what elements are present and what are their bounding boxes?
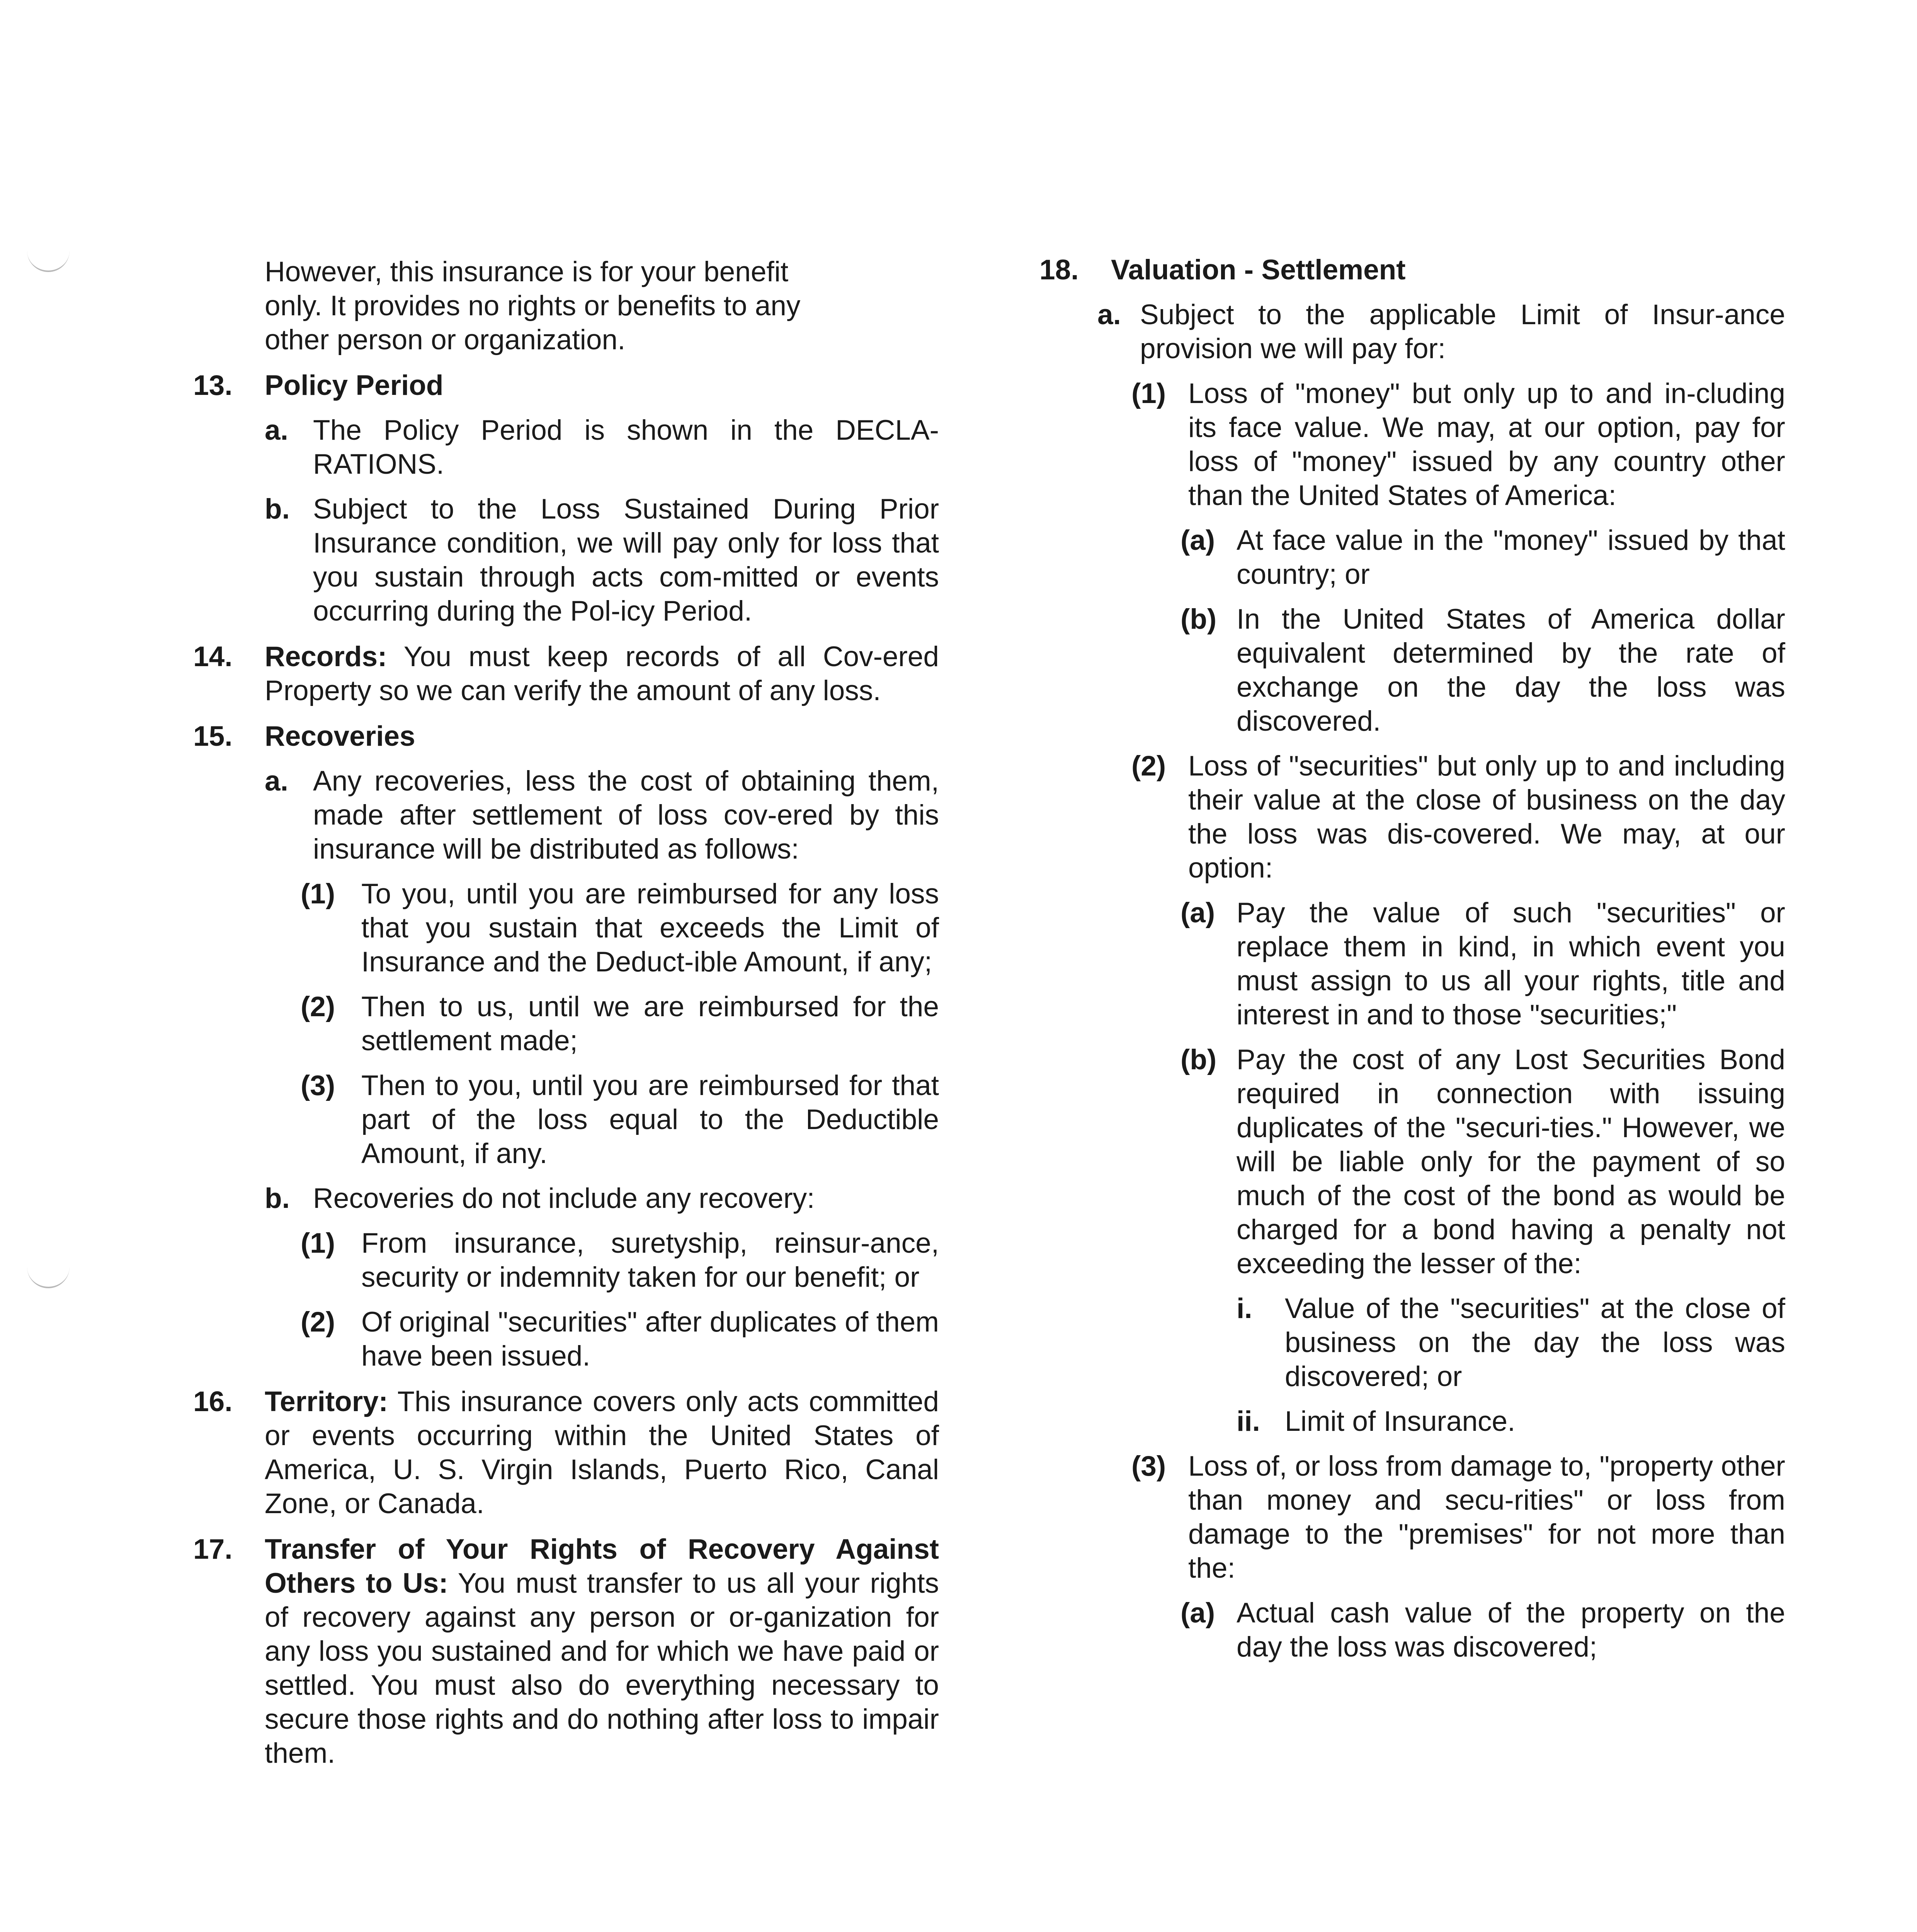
- item-number: (a): [1180, 1597, 1215, 1629]
- item-text: Then to us, until we are reimbursed for the settlement made;: [361, 991, 939, 1056]
- intro-paragraph: [193, 255, 939, 357]
- section-15: [193, 719, 939, 753]
- left-column: [193, 255, 939, 1770]
- section-number: 14.: [193, 641, 233, 672]
- item-text: Of original "securities" after duplicates of them have been issued.: [361, 1306, 939, 1372]
- intro-line: only. It provides no rights or benefits to any: [265, 290, 801, 321]
- section-15-b-1: [193, 1226, 939, 1294]
- item-text: Subject to the Loss Sustained During Prior Insurance condition, we will pay only for loss that you sustain through acts com-mitted or events occurring during the Pol-icy Period.: [313, 493, 939, 627]
- section-title: Territory:: [265, 1386, 388, 1417]
- section-15-a-3: [193, 1069, 939, 1171]
- item-number: (2): [301, 991, 335, 1022]
- section-text: You must transfer to us all your rights of recovery against any person or or-ganization for any loss you sustained and for which we have paid or settled. You must also do everything necessary to secure those rights and do nothing after loss to impair them.: [265, 1568, 939, 1769]
- intro-line: However, this insurance is for your benefit: [265, 256, 789, 287]
- section-18-a-1-b: [1039, 602, 1785, 738]
- item-number: (2): [301, 1306, 335, 1338]
- item-text: Pay the value of such "securities" or replace them in kind, in which event you must assign to us all your rights, title and interest in and to those "securities;": [1237, 897, 1785, 1031]
- item-text: Loss of "securities" but only up to and including their value at the close of business on the day the loss was dis-covered. We may, at our option:: [1188, 750, 1785, 884]
- section-16: [193, 1385, 939, 1521]
- section-text: You must keep records of all Cov-ered Property so we can verify the amount of any loss.: [265, 641, 939, 706]
- section-18-a-2-b-i: [1039, 1292, 1785, 1394]
- section-18-a-1-a: [1039, 524, 1785, 592]
- section-18-a-3: [1039, 1449, 1785, 1585]
- item-number: (a): [1180, 525, 1215, 556]
- section-title: Valuation - Settlement: [1111, 254, 1406, 286]
- section-number: 18.: [1039, 254, 1079, 286]
- item-number: i.: [1237, 1293, 1252, 1324]
- section-18-a-2-a: [1039, 896, 1785, 1032]
- section-15-a-2: [193, 990, 939, 1058]
- item-number: (3): [1131, 1451, 1166, 1482]
- item-number: (3): [301, 1070, 335, 1101]
- item-text: Subject to the applicable Limit of Insur-ance provision we will pay for:: [1140, 299, 1785, 364]
- section-15-a: [193, 764, 939, 866]
- item-text: Any recoveries, less the cost of obtaining them, made after settlement of loss cov-ered by this insurance will be distributed as follows:: [313, 765, 939, 865]
- item-text: Recoveries do not include any recovery:: [313, 1183, 815, 1214]
- section-18: [1039, 253, 1785, 287]
- section-18-a-2-b: [1039, 1043, 1785, 1281]
- item-text: Actual cash value of the property on the day the loss was discovered;: [1237, 1597, 1785, 1663]
- item-number: (2): [1131, 750, 1166, 782]
- section-title: Records:: [265, 641, 387, 672]
- item-text: The Policy Period is shown in the DECLA-RATIONS.: [313, 415, 939, 480]
- section-13-b: [193, 492, 939, 628]
- item-number: ii.: [1237, 1406, 1260, 1437]
- item-number: (1): [1131, 378, 1166, 409]
- item-letter: a.: [1097, 299, 1121, 330]
- item-number: (b): [1180, 1044, 1217, 1075]
- section-title: Recoveries: [265, 721, 415, 752]
- item-text: Loss of, or loss from damage to, "property other than money and secu-rities" or loss from damage to the "premises" for not more than the:: [1188, 1451, 1785, 1584]
- section-text: This insurance covers only acts committed or events occurring within the United States of America, U. S. Virgin Islands, Puerto Rico, Canal Zone, or Canada.: [265, 1386, 939, 1519]
- section-number: 16.: [193, 1386, 233, 1417]
- item-text: To you, until you are reimbursed for any loss that you sustain that exceeds the Limit of Insurance and the Deduct-ible Amount, if any;: [361, 878, 939, 978]
- section-18-a: [1039, 298, 1785, 366]
- section-number: 13.: [193, 370, 233, 401]
- section-title: Policy Period: [265, 370, 444, 401]
- section-15-b-2: [193, 1305, 939, 1373]
- binder-hole-mark: [27, 1264, 70, 1288]
- item-text: Then to you, until you are reimbursed for that part of the loss equal to the Deductible Amount, if any.: [361, 1070, 939, 1169]
- item-letter: b.: [265, 493, 290, 525]
- section-18-a-2-b-ii: [1039, 1405, 1785, 1439]
- item-letter: b.: [265, 1183, 290, 1214]
- section-17: [193, 1532, 939, 1770]
- section-18-a-3-a: [1039, 1596, 1785, 1664]
- item-text: Pay the cost of any Lost Securities Bond required in connection with issuing duplicates of the "securi-ties." However, we will be liable only for the payment of so much of the cost of the bond as would be charged for a bond having a penalty not exceeding the lesser of the:: [1237, 1044, 1785, 1279]
- section-number: 17.: [193, 1534, 233, 1565]
- binder-hole-mark: [27, 247, 70, 272]
- item-number: (1): [301, 1228, 335, 1259]
- item-text: From insurance, suretyship, reinsur-ance, security or indemnity taken for our benefit; or: [361, 1228, 939, 1293]
- intro-line: other person or organization.: [265, 324, 626, 355]
- item-text: Loss of "money" but only up to and in-cluding its face value. We may, at our option, pay for loss of "money" issued by any country other than the United States of America:: [1188, 378, 1785, 511]
- section-18-a-1: [1039, 377, 1785, 513]
- item-letter: a.: [265, 415, 288, 446]
- item-text: Value of the "securities" at the close of business on the day the loss was discovered; or: [1285, 1293, 1785, 1392]
- item-letter: a.: [265, 765, 288, 797]
- section-13: [193, 369, 939, 403]
- section-14: [193, 640, 939, 708]
- section-18-a-2: [1039, 749, 1785, 885]
- section-15-a-1: [193, 877, 939, 979]
- section-15-b: [193, 1182, 939, 1216]
- item-text: In the United States of America dollar equivalent determined by the rate of exchange on the day the loss was discovered.: [1237, 604, 1785, 737]
- item-number: (b): [1180, 604, 1217, 635]
- item-number: (a): [1180, 897, 1215, 929]
- section-title: Transfer of Your Rights of Recovery Against Others to Us:: [265, 1534, 939, 1599]
- section-number: 15.: [193, 721, 233, 752]
- item-text: Limit of Insurance.: [1285, 1406, 1516, 1437]
- right-column: [1039, 253, 1785, 1664]
- item-text: At face value in the "money" issued by that country; or: [1237, 525, 1785, 590]
- item-number: (1): [301, 878, 335, 910]
- section-13-a: [193, 413, 939, 481]
